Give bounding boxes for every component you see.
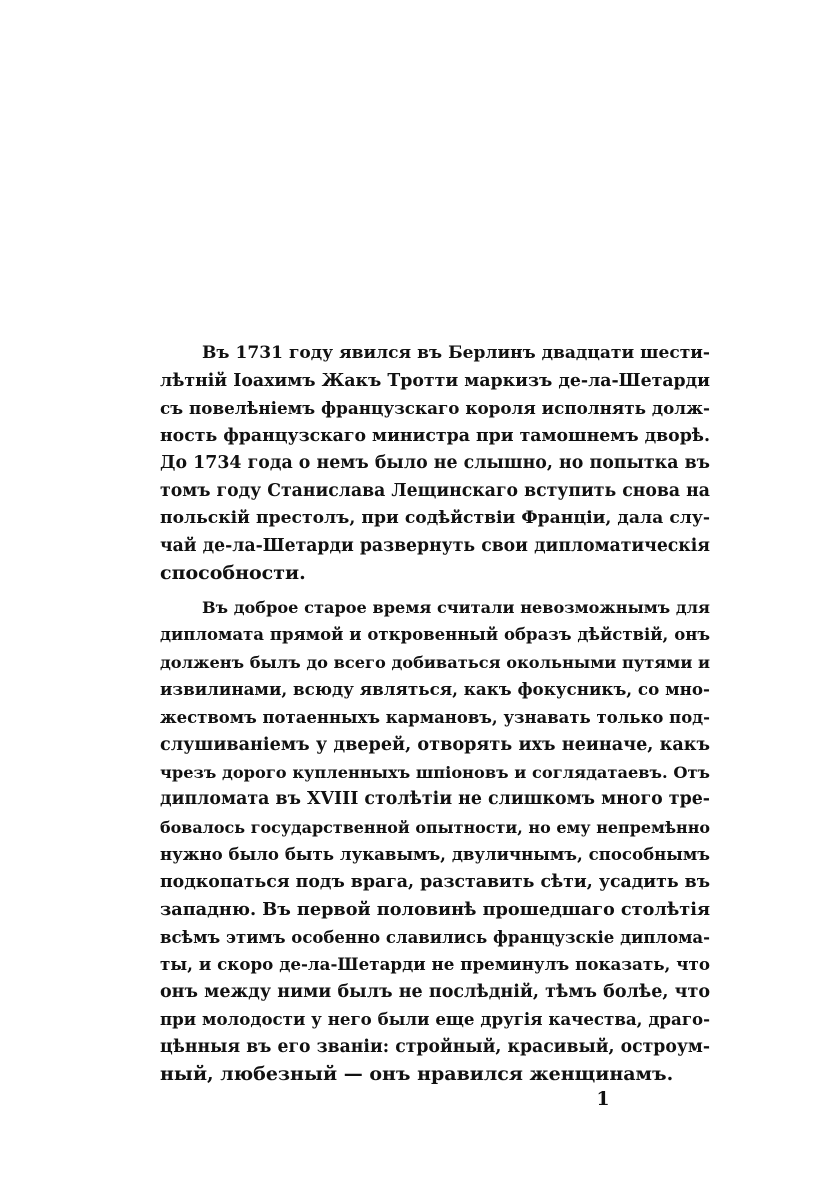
- text-line: дипломата въ XVIII столѣтіи не слишкомъ много тре-: [160, 789, 710, 809]
- text-line: извилинами, всюду являться, какъ фокусникъ, со мно-: [160, 679, 711, 699]
- text-line: слушиваніемъ у дверей, отворять ихъ неиначе, какъ: [160, 734, 710, 755]
- text-line: ность французскаго министра при тамошнемъ дворѣ.: [160, 425, 710, 446]
- text-line: жествомъ потаенныхъ кармановъ, узнавать только под-: [160, 707, 710, 727]
- text-line: при молодости у него были еще другія качества, драго-: [160, 1009, 710, 1029]
- text-line: томъ году Станислава Лещинскаго вступить снова на: [160, 480, 710, 501]
- text-line: всѣмъ этимъ особенно славились французскіе диплома-: [160, 926, 710, 947]
- text-line: польскій престолъ, при содѣйствіи Франціи, дала слу-: [160, 508, 710, 528]
- text-line: Въ 1731 году явился въ Берлинъ двадцати шести-: [202, 343, 710, 363]
- paragraph-2: [160, 594, 710, 1089]
- text-line: чрезъ дорого купленныхъ шпіоновъ и соглядатаевъ. Отъ: [160, 762, 710, 782]
- text-line: чай де-ла-Шетарди развернуть свои дипломатическія: [160, 535, 710, 556]
- text-line: ный, любезный — онъ нравился женщинамъ.: [160, 1063, 674, 1085]
- text-line: лѣтній Іоахимъ Жакъ Тротти маркизъ де-ла-Шетарди: [160, 370, 710, 391]
- text-line: бовалось государственной опытности, но ему непремѣнно: [160, 817, 710, 837]
- body-text: [160, 340, 710, 1089]
- text-line: нужно было быть лукавымъ, двуличнымъ, способнымъ: [160, 844, 710, 864]
- text-line: съ повелѣніемъ французскаго короля исполнять долж-: [160, 398, 710, 418]
- text-line: цѣнныя въ его званіи: стройный, красивый, остроум-: [160, 1036, 710, 1057]
- text-line: онъ между ними былъ не послѣдній, тѣмъ болѣе, что: [160, 981, 710, 1002]
- page-number: 1: [596, 1088, 610, 1110]
- text-line: долженъ былъ до всего добиваться окольными путями и: [160, 652, 711, 672]
- text-line: ты, и скоро де-ла-Шетарди не преминулъ показать, что: [160, 954, 710, 974]
- text-line: подкопаться подъ врага, разставить сѣти, усадить въ: [160, 871, 710, 892]
- text-line: западню. Въ первой половинѣ прошедшаго столѣтія: [160, 899, 711, 920]
- paragraph-1: [160, 340, 710, 588]
- text-line: способности.: [160, 562, 306, 584]
- text-line: дипломата прямой и откровенный образъ дѣйствій, онъ: [160, 624, 710, 644]
- text-line: До 1734 года о немъ было не слышно, но попытка въ: [160, 453, 710, 473]
- text-line: Въ доброе старое время считали невозможнымъ для: [202, 597, 710, 617]
